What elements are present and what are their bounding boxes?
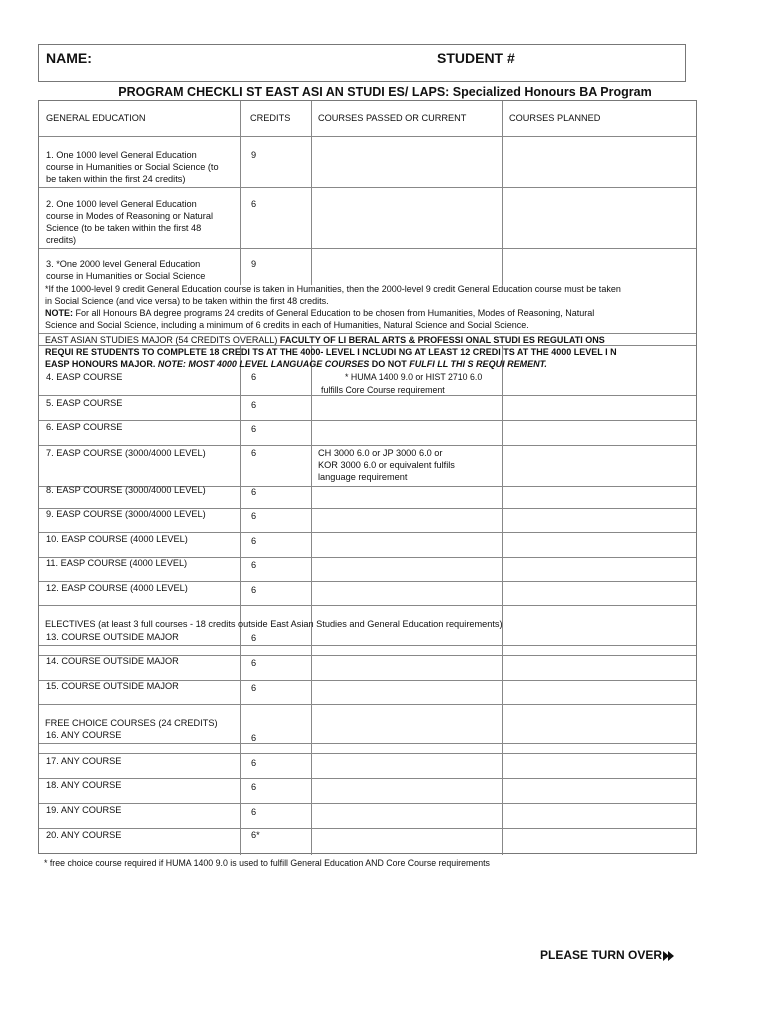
major-row-11-label: 11. EASP COURSE (4000 LEVEL) bbox=[46, 558, 188, 568]
gen-ed-note-line-1: *If the 1000-level 9 credit General Education course is taken in Humanities, then the 2000-level 9 credit General Education course must be taken bbox=[45, 284, 621, 294]
gen-ed-row-2-line-1: 2. One 1000 level General Education bbox=[46, 199, 197, 209]
major-header-line-3 bbox=[45, 358, 547, 370]
col-header-gen-ed: GENERAL EDUCATION bbox=[46, 113, 146, 123]
major-header-3d: FULFI LL THI S REQUI REMENT. bbox=[409, 359, 547, 369]
major-row-4-passed-2: fulfills Core Course requirement bbox=[321, 385, 445, 395]
major-row-11-credits: 6 bbox=[251, 560, 257, 570]
gen-ed-row-3-line-2: course in Humanities or Social Science bbox=[46, 271, 206, 281]
free-row-19-credits: 6 bbox=[251, 807, 257, 817]
elective-row-14-credits: 6 bbox=[251, 658, 257, 668]
major-row-6-credits: 6 bbox=[251, 424, 257, 434]
major-row-5-label: 5. EASP COURSE bbox=[46, 398, 123, 408]
major-header-3a: EASP HONOURS MAJOR. bbox=[45, 359, 158, 369]
footnote: * free choice course required if HUMA 1400 9.0 is used to fulfill General Education AND Core Course requirements bbox=[44, 858, 490, 868]
name-label: NAME: bbox=[46, 50, 92, 66]
gen-ed-note-line-3 bbox=[45, 307, 594, 319]
major-header-line-1 bbox=[45, 334, 605, 346]
major-row-7-passed-3: language requirement bbox=[318, 472, 408, 482]
free-row-20-label: 20. ANY COURSE bbox=[46, 830, 122, 840]
free-row-16-credits: 6 bbox=[251, 733, 257, 743]
free-row-20-credits: 6* bbox=[251, 830, 260, 840]
gen-ed-row-1-credits: 9 bbox=[251, 150, 257, 160]
gen-ed-row-2-line-3: Science (to be taken within the first 48 bbox=[46, 223, 202, 233]
page-title: PROGRAM CHECKLI ST EAST ASI AN STUDI ES/ LAPS: Specialized Honours BA Program bbox=[118, 85, 652, 99]
name-student-box bbox=[38, 44, 686, 82]
major-row-4-credits: 6 bbox=[251, 372, 257, 382]
major-row-5-credits: 6 bbox=[251, 400, 257, 410]
major-row-10-credits: 6 bbox=[251, 536, 257, 546]
gen-ed-row-1-line-2: course in Humanities or Social Science (to bbox=[46, 162, 219, 172]
free-row-17-label: 17. ANY COURSE bbox=[46, 756, 122, 766]
major-row-7-label: 7. EASP COURSE (3000/4000 LEVEL) bbox=[46, 448, 206, 458]
major-header-3b: NOTE: MOST 4000 LEVEL LANGUAGE COURSES bbox=[157, 359, 370, 369]
turn-over-text: PLEASE TURN OVER bbox=[540, 948, 663, 962]
gen-ed-row-2-credits: 6 bbox=[251, 199, 257, 209]
major-row-7-credits: 6 bbox=[251, 448, 257, 458]
major-row-12-label: 12. EASP COURSE (4000 LEVEL) bbox=[46, 583, 188, 593]
gen-ed-row-1-line-3: be taken within the first 24 credits) bbox=[46, 174, 186, 184]
major-header-part-2: FACULTY OF LI BERAL ARTS & PROFESSI ONAL STUDI ES REGULATI ONS bbox=[279, 335, 605, 345]
elective-row-13-label: 13. COURSE OUTSIDE MAJOR bbox=[46, 632, 179, 642]
major-row-12-credits: 6 bbox=[251, 585, 257, 595]
major-row-9-credits: 6 bbox=[251, 511, 257, 521]
electives-header: ELECTIVES (at least 3 full courses - 18 credits outside East Asian Studies and General Education requirements) bbox=[45, 619, 503, 629]
elective-row-15-label: 15. COURSE OUTSIDE MAJOR bbox=[46, 681, 179, 691]
gen-ed-row-2-line-2: course in Modes of Reasoning or Natural bbox=[46, 211, 213, 221]
major-row-8-label: 8. EASP COURSE (3000/4000 LEVEL) bbox=[46, 485, 206, 495]
major-row-10-label: 10. EASP COURSE (4000 LEVEL) bbox=[46, 534, 188, 544]
gen-ed-row-3-credits: 9 bbox=[251, 259, 257, 269]
note-label: NOTE: bbox=[45, 308, 73, 318]
note-text: For all Honours BA degree programs 24 credits of General Education to be chosen from Humanities, Modes of Reasoning, Natural bbox=[73, 308, 595, 318]
elective-row-14-label: 14. COURSE OUTSIDE MAJOR bbox=[46, 656, 179, 666]
major-row-7-passed-2: KOR 3000 6.0 or equivalent fulfils bbox=[318, 460, 455, 470]
major-row-8-credits: 6 bbox=[251, 487, 257, 497]
elective-row-13-credits: 6 bbox=[251, 633, 257, 643]
major-header-3c: DO NOT bbox=[369, 359, 410, 369]
gen-ed-note-line-4: Science and Social Science, including a minimum of 6 credits in each of Humanities, Natural Science and Social Science. bbox=[45, 320, 529, 330]
free-row-18-label: 18. ANY COURSE bbox=[46, 780, 122, 790]
free-row-18-credits: 6 bbox=[251, 782, 257, 792]
major-header-part-1: EAST ASIAN STUDIES MAJOR (54 CREDITS OVERALL) bbox=[45, 335, 280, 345]
free-row-19-label: 19. ANY COURSE bbox=[46, 805, 122, 815]
major-header-line-2: REQUI RE STUDENTS TO COMPLETE 18 CREDI TS AT THE 4000- LEVEL I NCLUDI NG AT LEAST 12 CREDI TS AT THE 4000 LEVEL I N bbox=[45, 347, 617, 357]
free-choice-header: FREE CHOICE COURSES (24 CREDITS) bbox=[45, 718, 218, 728]
gen-ed-row-2-line-4: credits) bbox=[46, 235, 77, 245]
major-row-4-passed-1: * HUMA 1400 9.0 or HIST 2710 6.0 bbox=[345, 372, 483, 382]
major-row-4-label: 4. EASP COURSE bbox=[46, 372, 123, 382]
major-row-7-passed-1: CH 3000 6.0 or JP 3000 6.0 or bbox=[318, 448, 443, 458]
major-row-9-label: 9. EASP COURSE (3000/4000 LEVEL) bbox=[46, 509, 206, 519]
col-header-passed: COURSES PASSED OR CURRENT bbox=[318, 113, 467, 123]
col-header-planned: COURSES PLANNED bbox=[509, 113, 601, 123]
gen-ed-row-1-line-1: 1. One 1000 level General Education bbox=[46, 150, 197, 160]
checklist-table bbox=[38, 100, 697, 854]
free-row-16-label: 16. ANY COURSE bbox=[46, 730, 122, 740]
gen-ed-note-line-2: in Social Science (and vice versa) to be taken within the first 48 credits. bbox=[45, 296, 329, 306]
col-header-credits: CREDITS bbox=[250, 113, 291, 123]
gen-ed-row-3-line-1: 3. *One 2000 level General Education bbox=[46, 259, 201, 269]
double-arrow-right-icon bbox=[663, 951, 675, 961]
free-row-17-credits: 6 bbox=[251, 758, 257, 768]
major-row-6-label: 6. EASP COURSE bbox=[46, 422, 123, 432]
student-number-label: STUDENT # bbox=[437, 50, 515, 66]
elective-row-15-credits: 6 bbox=[251, 683, 257, 693]
please-turn-over bbox=[540, 948, 675, 962]
